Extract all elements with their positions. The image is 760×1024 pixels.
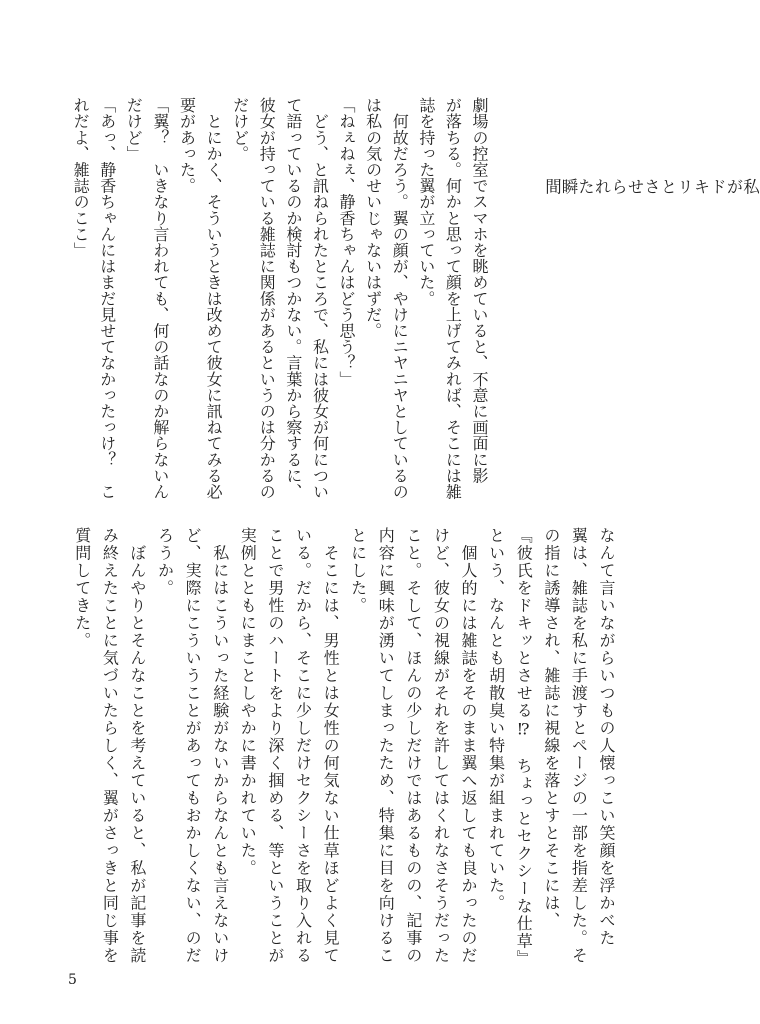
text-line: が落ちる。何かと思って顔を上げてみれば、そこには雑 [443, 97, 463, 500]
text-line: こと。そして、ほんの少しだけではあるものの、記事の [403, 527, 423, 965]
text-line: 劇場の控室でスマホを眺めていると、不意に画面に影 [470, 97, 489, 484]
text-line: 「あっ、静香ちゃんにはまだ見せてなかったっけ？ こ [97, 97, 117, 500]
text-line: だけど」 [124, 97, 144, 162]
text-line: 個人的には雑誌をそのまま翼へ返しても良かったのだ [459, 527, 479, 965]
text-line: ろうか。 [155, 527, 175, 597]
text-line: の指に誘導され、雑誌に視線を落とすとそこには、 [541, 527, 561, 930]
body-text-bottom [62, 527, 614, 968]
text-line: み終えたことに気づいたらしく、翼がさっきと同じ事を [100, 527, 120, 965]
chapter-title: 私がドキリとさせられた瞬間 [542, 178, 760, 196]
text-line: ど、実際にこういうことがあってもおかしくない、のだ [183, 527, 203, 965]
page-number: 5 [68, 972, 77, 988]
body-text-top [62, 97, 488, 500]
text-line: て語っているのか検討もつかない。言葉から察するに、 [283, 97, 303, 500]
text-line: だけど。 [230, 97, 250, 162]
text-line: 彼女が持っている雑誌に関係があるというのは分かるの [257, 97, 277, 500]
text-line: そこには、男性とは女性の何気ない仕草ほどよく見て [321, 527, 341, 965]
text-line: とにかく、そういうときは改めて彼女に訊ねてみる必 [204, 97, 224, 500]
text-line: とにした。 [348, 527, 368, 615]
text-line: 要があった。 [177, 97, 197, 194]
text-line: 「ねぇねぇ、静香ちゃんはどう思う？」 [337, 97, 357, 387]
text-line: ことで男性のハートをより深く掴める、等ということが [265, 527, 285, 965]
text-line: れだよ、雑誌のここ」 [71, 97, 91, 258]
text-line: 何故だろう。翼の顔が、やけにニヤニヤとしているの [390, 97, 410, 500]
text-line: 私にはこういった経験がないからなんとも言えないけ [210, 527, 230, 965]
text-line: 実例とともにまことしやかに書かれていた。 [238, 527, 258, 877]
text-line: という、なんとも胡散臭い特集が組まれていた。 [486, 527, 506, 912]
text-line: 質問してきた。 [72, 527, 92, 650]
text-line: 翼は、雑誌を私に手渡すとページの一部を指差した。そ [569, 527, 589, 965]
text-line: 『彼氏をドキッとさせる⁉ ちょっとセクシーな仕草』 [514, 527, 534, 968]
text-line: けど、彼女の視線がそれを許してはくれなさそうだった [431, 527, 451, 965]
text-line: 「翼？ いきなり言われても、何の話なのか解らないん [150, 97, 170, 500]
text-line: 誌を持った翼が立っていた。 [416, 97, 436, 307]
text-line: どう、と訊ねられたところで、私には彼女が何につい [310, 97, 330, 500]
text-line: ぼんやりとそんなことを考えていると、私が記事を読 [127, 527, 147, 965]
text-line: は私の気のせいじゃないはずだ。 [363, 97, 383, 339]
text-line: 内容に興味が湧いてしまったため、特集に目を向けるこ [376, 527, 396, 965]
text-line: なんて言いながらいつもの人懐っこい笑顔を浮かべた [597, 527, 616, 947]
text-line: いる。だから、そこに少しだけセクシーさを取り入れる [293, 527, 313, 965]
